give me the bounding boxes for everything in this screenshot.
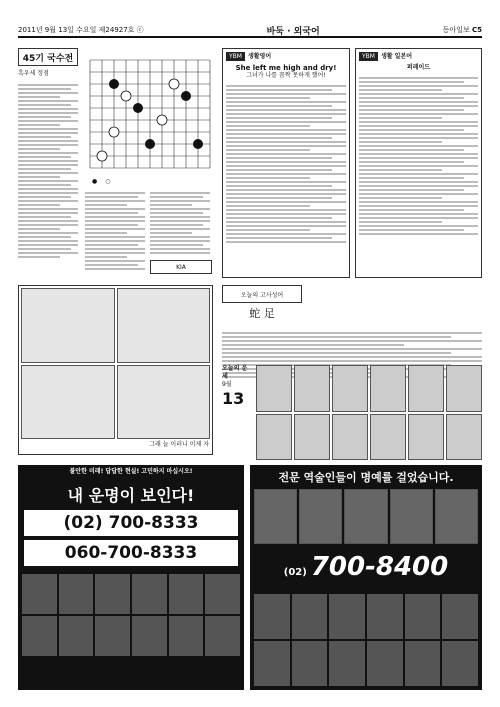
page-number: C5 — [471, 26, 482, 34]
japanese-column — [355, 48, 482, 278]
fortune-teller-photo — [22, 616, 57, 656]
fortune-teller-photo — [442, 641, 478, 686]
zodiac-cell — [294, 414, 330, 461]
fortune-teller-photo — [367, 641, 403, 686]
fortune-teller-photo — [299, 489, 342, 544]
zodiac-cell — [408, 414, 444, 461]
zodiac-cell — [256, 414, 292, 461]
black-stone-icon: ● — [92, 178, 98, 185]
zodiac-cell — [332, 414, 368, 461]
comic-panel — [117, 365, 211, 440]
baduk-commentary-2 — [150, 190, 210, 256]
baduk-commentary-1 — [85, 190, 145, 272]
zodiac-cell — [256, 365, 292, 412]
white-stone-icon: ○ — [105, 178, 111, 185]
ybm-logo: YBM — [226, 52, 245, 61]
baduk-legend — [92, 178, 212, 186]
fortune-title: 오늘의 운세 — [222, 365, 248, 380]
fortune-ad-right — [250, 465, 482, 690]
zodiac-cell — [408, 365, 444, 412]
fortune-teller-photo — [59, 616, 94, 656]
fortune-teller-photo — [292, 641, 328, 686]
fortune-teller-photo — [292, 594, 328, 639]
comic-panel — [21, 288, 115, 363]
comic-strip — [18, 285, 213, 455]
ad-right-photos — [250, 590, 482, 690]
fortune-teller-photo — [132, 616, 167, 656]
ybm-logo-jp: YBM — [359, 52, 378, 61]
ad-right-headline: 전문 역술인들이 명예를 걸었습니다. — [278, 471, 454, 484]
fortune-teller-photo — [390, 489, 433, 544]
ad-right-phone: 700-8400 — [310, 552, 449, 582]
japanese-title: 생활 일본어 — [380, 52, 413, 60]
ad-left-headline: 내 운명이 보인다! — [67, 486, 195, 505]
fortune-teller-photo — [254, 594, 290, 639]
ad-right-phone-block — [250, 544, 482, 590]
ad-left-phone2: 060-700-8333 — [24, 540, 238, 566]
zodiac-cell — [294, 365, 330, 412]
english-body — [223, 80, 349, 248]
comic-caption: 그래 늘 이러니 이제 자 — [149, 441, 209, 448]
fortune-teller-photo — [59, 574, 94, 614]
zodiac-cell — [332, 365, 368, 412]
fortune-teller-photo — [205, 616, 240, 656]
zodiac-cell — [370, 365, 406, 412]
english-subtitle: 그녀가 나를 꼼짝 못하게 했어! — [246, 72, 326, 79]
fortune-header — [222, 365, 252, 460]
fortune-teller-photo — [132, 574, 167, 614]
idiom-title: 오늘의 고사성어 — [222, 285, 302, 303]
baduk-title: 45기 국수전 — [18, 48, 78, 66]
issue-date: 2011년 9월 13일 수요일 제24927호 ⓒ — [18, 26, 144, 34]
ad-left-tagline: 불안한 미래! 답답한 현실! 고민하지 마십시오! — [69, 468, 193, 475]
section-title: 바둑 · 외국어 — [266, 26, 320, 37]
sponsor-logo: KIA — [150, 260, 212, 274]
fortune-ad-left — [18, 465, 244, 690]
masthead — [18, 24, 482, 38]
fortune-teller-photo — [344, 489, 387, 544]
fortune-teller-photo — [95, 574, 130, 614]
zodiac-cell — [370, 414, 406, 461]
ad-left-phone1: (02) 700-8333 — [24, 510, 238, 536]
japanese-body — [356, 72, 481, 240]
idiom-word: 蛇 足 — [249, 307, 275, 320]
ad-right-phone-prefix: (02) — [283, 567, 307, 578]
baduk-article-text — [18, 82, 78, 260]
baduk-subtitle: 흑우세 정점 — [18, 70, 49, 77]
paper-name: 동아일보 — [442, 26, 470, 34]
fortune-teller-photo — [169, 574, 204, 614]
fortune-teller-photo — [329, 594, 365, 639]
ad-right-photo-row — [250, 489, 482, 544]
fortune-month: 9월 — [222, 381, 232, 388]
fortune-teller-photo — [405, 594, 441, 639]
fortune-teller-photo — [367, 594, 403, 639]
baduk-board — [85, 55, 215, 175]
english-headline: She left me high and dry! — [235, 64, 337, 72]
fortune-date: 13 — [222, 389, 245, 408]
english-title: 생활영어 — [247, 52, 272, 60]
zodiac-cell — [446, 414, 482, 461]
fortune-teller-photo — [329, 641, 365, 686]
fortune-teller-photo — [205, 574, 240, 614]
fortune-teller-photo — [254, 489, 297, 544]
japanese-subtitle: 퍼레이드 — [406, 64, 431, 71]
comic-panel — [117, 288, 211, 363]
fortune-teller-photo — [169, 616, 204, 656]
fortune-teller-photo — [22, 574, 57, 614]
comic-panel — [21, 365, 115, 440]
ad-left-photos — [18, 570, 244, 660]
zodiac-cell — [446, 365, 482, 412]
fortune-grid — [256, 365, 482, 460]
english-column — [222, 48, 350, 278]
fortune-teller-photo — [95, 616, 130, 656]
fortune-teller-photo — [442, 594, 478, 639]
fortune-teller-photo — [405, 641, 441, 686]
fortune-teller-photo — [254, 641, 290, 686]
fortune-teller-photo — [435, 489, 478, 544]
